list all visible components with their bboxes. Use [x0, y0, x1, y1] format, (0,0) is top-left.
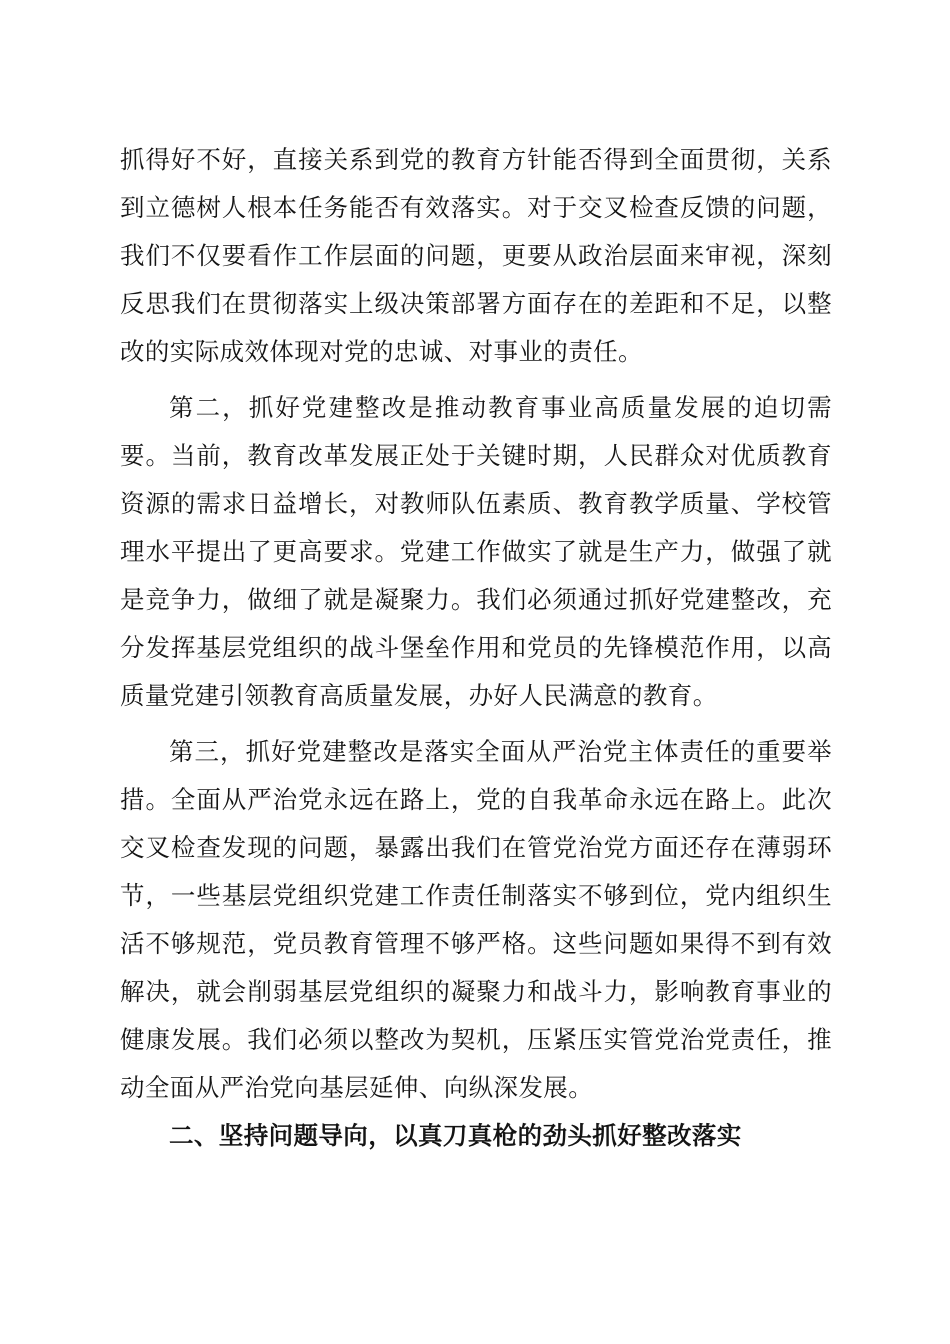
paragraph-third-point: 第三，抓好党建整改是落实全面从严治党主体责任的重要举措。全面从严治党永远在路上，党的自我革命永远在路上。此次交叉检查发现的问题，暴露出我们在管党治党方面还存在薄弱环节，一些基层党组织党建工作责任制落实不够到位，党内组织生活不够规范，党员教育管理不够严格。这些问题如果得不到有效解决，就会削弱基层党组织的凝聚力和战斗力，影响教育事业的健康发展。我们必须以整改为契机，压紧压实管党治党责任，推动全面从严治党向基层延伸、向纵深发展。 — [120, 737, 832, 1102]
paragraph-second-point: 第二，抓好党建整改是推动教育事业高质量发展的迫切需要。当前，教育改革发展正处于关键时期，人民群众对优质教育资源的需求日益增长，对教师队伍素质、教育教学质量、学校管理水平提出了更高要求。党建工作做实了就是生产力，做强了就是竞争力，做细了就是凝聚力。我们必须通过抓好党建整改，充分发挥基层党组织的战斗堡垒作用和党员的先锋模范作用，以高质量党建引领教育高质量发展，办好人民满意的教育。 — [120, 393, 832, 710]
paragraph-continuation: 抓得好不好，直接关系到党的教育方针能否得到全面贯彻，关系到立德树人根本任务能否有效落实。对于交叉检查反馈的问题，我们不仅要看作工作层面的问题，更要从政治层面来审视，深刻反思我们在贯彻落实上级决策部署方面存在的差距和不足，以整改的实际成效体现对党的忠诚、对事业的责任。 — [120, 145, 832, 366]
section-heading: 二、坚持问题导向，以真刀真枪的劲头抓好整改落实 — [169, 1121, 742, 1150]
document-body — [120, 136, 832, 1160]
